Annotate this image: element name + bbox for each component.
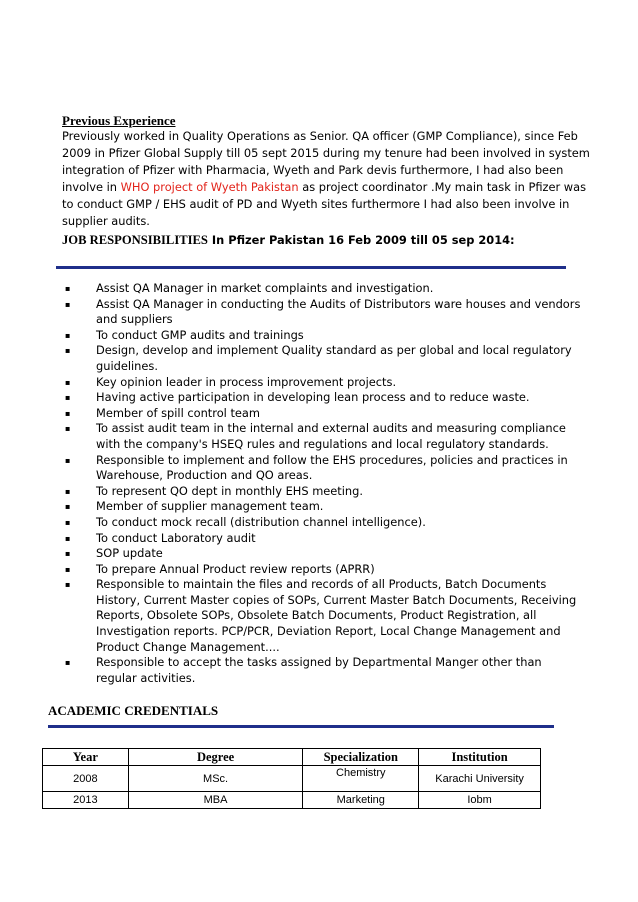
cell-degree: MSc.	[128, 766, 303, 792]
list-item-text: Design, develop and implement Quality standard as per global and local regulatory guidelines.	[96, 343, 572, 373]
bullet-icon: ▪	[65, 424, 71, 434]
bullet-icon: ▪	[65, 533, 71, 543]
previous-experience-heading: Previous Experience	[62, 113, 176, 128]
job-section-divider	[56, 266, 566, 269]
list-item-text: SOP update	[96, 546, 163, 561]
list-item	[62, 484, 582, 500]
list-item	[62, 515, 582, 531]
bullet-icon: ▪	[65, 299, 71, 309]
list-item-text: To conduct Laboratory audit	[96, 530, 256, 545]
list-item-text: Assist QA Manager in market complaints and investigation.	[96, 281, 434, 295]
list-item-text: To prepare Annual Product review reports (APRR)	[96, 561, 375, 576]
bullet-icon: ▪	[65, 455, 71, 465]
bullet-icon: ▪	[65, 564, 71, 574]
list-item-text: Responsible to implement and follow the EHS procedures, policies and practices in Warehouse, Production and QO areas.	[96, 452, 568, 483]
list-item-text: Assist QA Manager in conducting the Audits of Distributors ware houses and vendors and suppliers	[96, 296, 581, 327]
list-item	[62, 328, 582, 344]
paragraph-text-end: as project coordinator .My main task in Pfizer was to conduct GMP / EHS audit of PD and Wyeth sites furthermore I had also been involve in supplier audits.	[62, 180, 587, 228]
header-institution: Institution	[419, 749, 541, 766]
list-item	[62, 281, 582, 297]
list-item	[62, 343, 582, 374]
bullet-icon: ▪	[65, 284, 71, 293]
list-item	[62, 546, 582, 562]
bullet-icon: ▪	[65, 658, 71, 668]
paragraph-text-start: Previously worked in Quality Operations as Senior. QA officer (GMP Compliance), since Feb 2009 in Pfizer Global Supply till 05 sept 2015 during my tenure had been involved in system integration of Pfizer with Pharmacia, Wyeth and Park devis furthermore, I had also been involve in	[62, 129, 590, 194]
academic-credentials-heading: ACADEMIC CREDENTIALS	[48, 703, 219, 718]
list-item	[62, 375, 582, 391]
previous-experience-paragraph	[62, 128, 590, 230]
job-heading-detail: In Pfizer Pakistan 16 Feb 2009 till 05 sep 2014:	[207, 233, 515, 247]
cell-institution: Karachi University	[419, 766, 541, 792]
bullet-icon: ▪	[65, 486, 71, 496]
bullet-icon: ▪	[65, 549, 71, 559]
list-item	[62, 421, 582, 452]
bullet-icon: ▪	[65, 580, 71, 590]
list-item-text: To assist audit team in the internal and external audits and measuring compliance with the company's HSEQ rules and regulations and local regulatory standards.	[96, 421, 566, 451]
cell-year: 2013	[43, 792, 129, 809]
table-row	[43, 792, 541, 809]
list-item	[62, 655, 582, 686]
bullet-icon: ▪	[65, 377, 71, 387]
table-header-row	[43, 749, 541, 766]
list-item	[62, 297, 582, 328]
cell-specialization: Marketing	[303, 792, 419, 809]
job-heading-label: JOB RESPONSIBILITIES	[62, 233, 208, 247]
list-item-text: Member of spill control team	[96, 405, 261, 420]
table-row	[43, 766, 541, 792]
list-item-text: To represent QO dept in monthly EHS meeting.	[96, 483, 364, 498]
list-item	[62, 499, 582, 515]
list-item	[62, 390, 582, 406]
list-item	[62, 406, 582, 422]
list-item	[62, 531, 582, 547]
cell-institution: Iobm	[419, 792, 541, 809]
academic-table	[42, 748, 541, 809]
list-item-text: Responsible to accept the tasks assigned by Departmental Manger other than regular activities.	[96, 655, 542, 685]
bullet-icon: ▪	[65, 502, 71, 512]
bullet-icon: ▪	[65, 346, 71, 356]
bullet-icon: ▪	[65, 408, 71, 418]
bullet-icon: ▪	[65, 393, 71, 403]
header-degree: Degree	[128, 749, 303, 766]
header-year: Year	[43, 749, 129, 766]
list-item	[62, 577, 582, 655]
list-item-text: Having active participation in developing lean process and to reduce waste.	[96, 390, 530, 405]
list-item-text: To conduct GMP audits and trainings	[96, 327, 304, 342]
bullet-icon: ▪	[65, 330, 71, 340]
cell-specialization: Chemistry	[303, 766, 419, 792]
bullet-icon: ▪	[65, 517, 71, 527]
cell-year: 2008	[43, 766, 129, 792]
paragraph-highlight: WHO project of Wyeth Pakistan	[120, 180, 299, 194]
list-item-text: Member of supplier management team.	[96, 499, 324, 514]
academic-section-divider	[48, 725, 554, 728]
list-item-text: To conduct mock recall (distribution channel intelligence).	[96, 514, 426, 529]
cell-degree: MBA	[128, 792, 303, 809]
job-responsibilities-heading	[62, 233, 515, 248]
list-item	[62, 562, 582, 578]
header-specialization: Specialization	[303, 749, 419, 766]
list-item	[62, 453, 582, 484]
responsibilities-list	[62, 281, 582, 686]
list-item-text: Key opinion leader in process improvement projects.	[96, 374, 397, 389]
list-item-text: Responsible to maintain the files and records of all Products, Batch Documents History, Current Master copies of SOPs, Current Master Batch Documents, Receiving Reports, Obsolete SOPs, Obsolete Batch Documents, Product Registration, all Investigation reports. PCP/PCR, Deviation Report, Local Change Management and Product Change Management....	[96, 577, 577, 654]
